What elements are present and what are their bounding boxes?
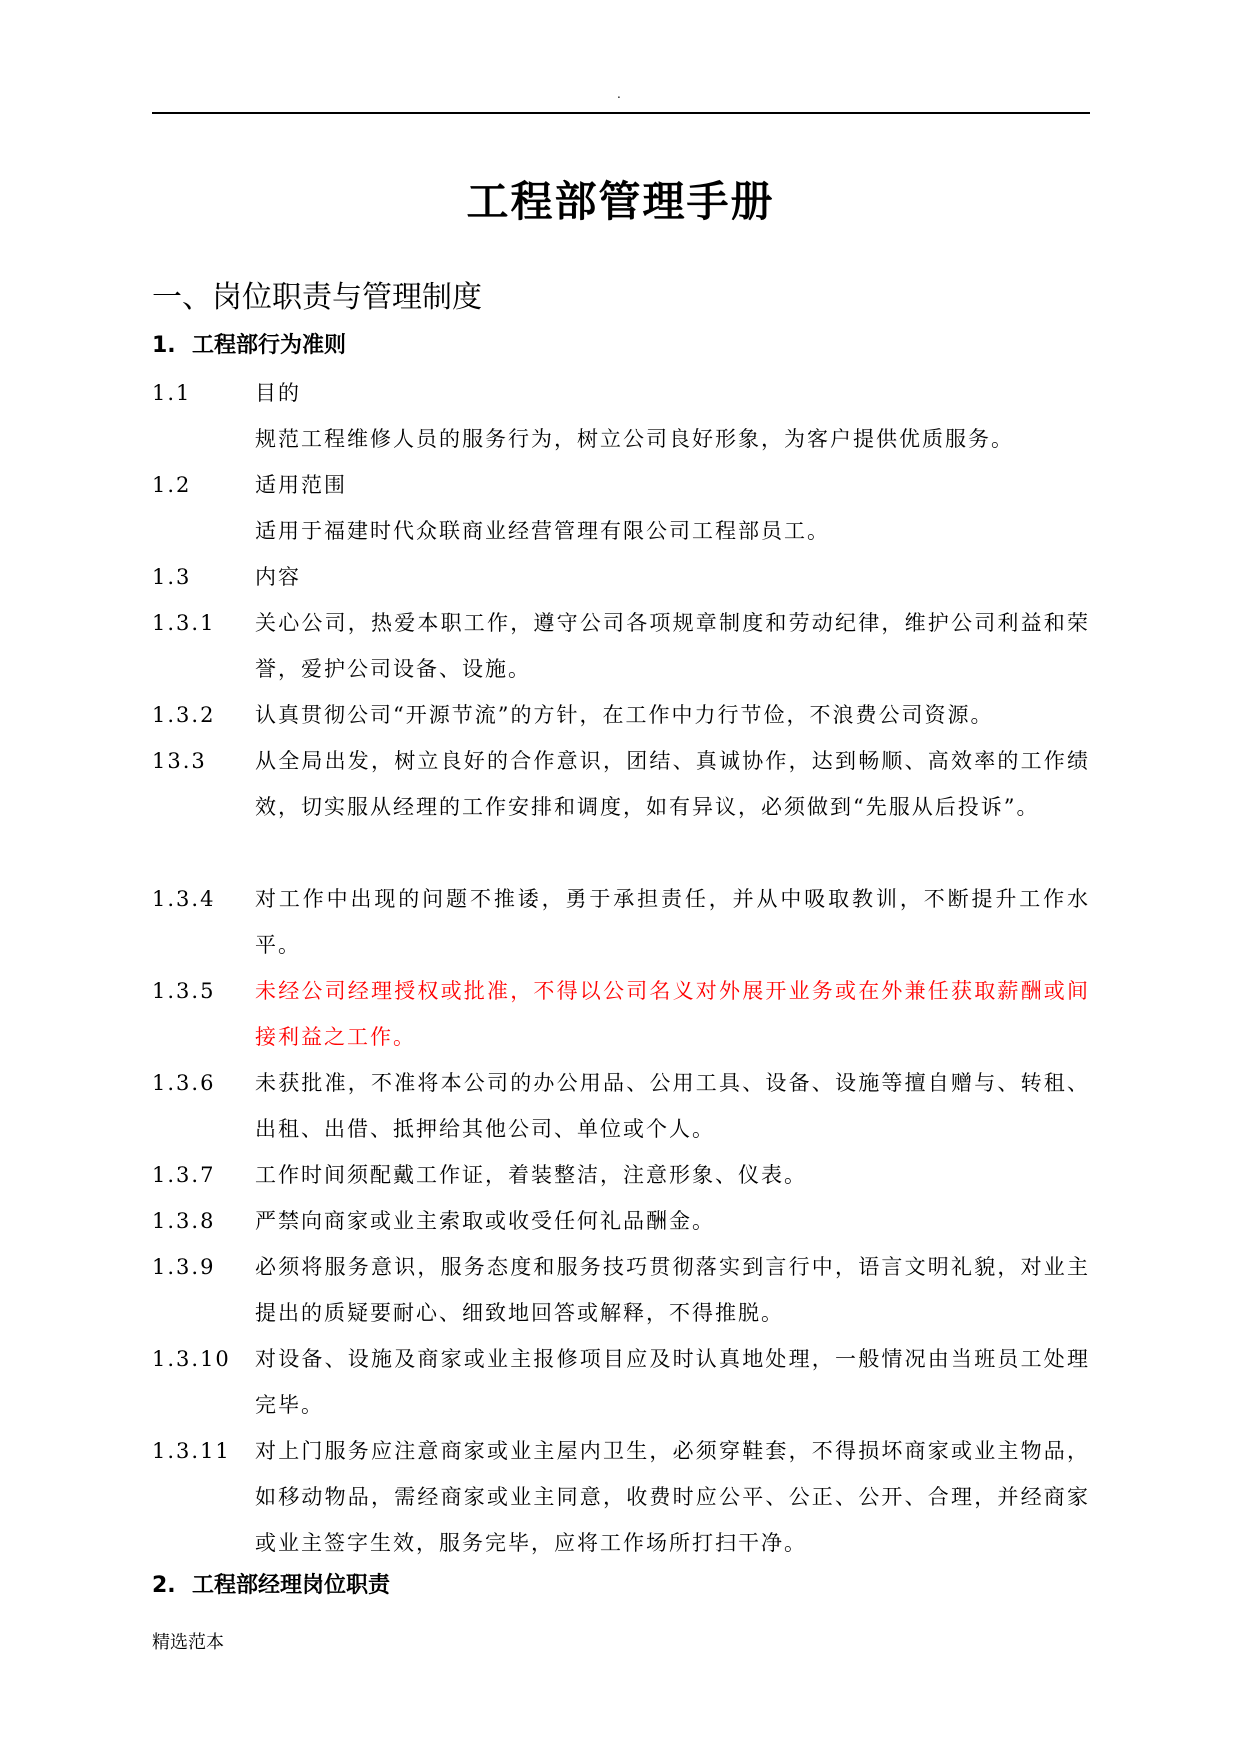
header-rule	[152, 112, 1090, 114]
clause-text: 目的	[255, 381, 301, 405]
clause-text: 适用范围	[255, 473, 347, 497]
clause-number: 1.3.5	[152, 979, 216, 1003]
document-title: 工程部管理手册	[466, 177, 775, 226]
section-heading: 一、岗位职责与管理制度	[152, 280, 482, 315]
subsection-title: 工程部行为准则	[192, 333, 347, 358]
clause-text-highlighted: 未经公司经理授权或批准，不得以公司名义对外展开业务或在外兼任获取薪酬或间接利益之工作。	[255, 979, 1090, 1049]
clause-number: 1.3	[152, 565, 192, 589]
clause-number: 1.2	[152, 473, 192, 497]
clause-number: 1.3.1	[152, 611, 216, 635]
subsection-heading-conduct	[152, 330, 346, 362]
clause-text: 从全局出发，树立良好的合作意识，团结、真诚协作，达到畅顺、高效率的工作绩效，切实服从经理的工作安排和调度，如有异议，必须做到“先服从后投诉”。	[255, 749, 1090, 819]
clause-text: 内容	[255, 565, 301, 589]
header-mark: .	[617, 87, 621, 101]
clause-text: 关心公司，热爱本职工作，遵守公司各项规章制度和劳动纪律，维护公司利益和荣誉，爱护公司设备、设施。	[255, 611, 1090, 681]
clause-text: 对上门服务应注意商家或业主屋内卫生，必须穿鞋套，不得损坏商家或业主物品，如移动物品，需经商家或业主同意，收费时应公平、公正、公开、合理，并经商家或业主签字生效，服务完毕，应将工作场所打扫干净。	[255, 1439, 1090, 1555]
subsection-title: 工程部经理岗位职责	[192, 1573, 391, 1598]
clause-number: 1.3.2	[152, 703, 216, 727]
subsection-number: 1.	[152, 333, 176, 358]
clause-number: 1.3.7	[152, 1163, 216, 1187]
clause-number: 1.3.8	[152, 1209, 216, 1233]
clause-text: 对工作中出现的问题不推诿，勇于承担责任，并从中吸取教训，不断提升工作水平。	[255, 887, 1090, 957]
subsection-number: 2.	[152, 1573, 176, 1598]
clause-number: 1.3.11	[152, 1439, 231, 1463]
clause-text: 未获批准，不准将本公司的办公用品、公用工具、设备、设施等擅自赠与、转租、出租、出借、抵押给其他公司、单位或个人。	[255, 1071, 1090, 1141]
clause-number: 1.3.4	[152, 887, 216, 911]
clause-text: 工作时间须配戴工作证，着装整洁，注意形象、仪表。	[255, 1163, 807, 1187]
clause-text: 适用于福建时代众联商业经营管理有限公司工程部员工。	[255, 519, 830, 543]
footer-text: 精选范本	[152, 1632, 224, 1653]
clause-text: 规范工程维修人员的服务行为，树立公司良好形象，为客户提供优质服务。	[255, 427, 1014, 451]
clause-number: 1.1	[152, 381, 192, 405]
clause-number: 1.3.6	[152, 1071, 216, 1095]
clause-number: 13.3	[152, 749, 207, 773]
subsection-heading-manager	[152, 1570, 390, 1602]
clause-number: 1.3.9	[152, 1255, 216, 1279]
clause-text: 对设备、设施及商家或业主报修项目应及时认真地处理，一般情况由当班员工处理完毕。	[255, 1347, 1090, 1417]
clause-text: 必须将服务意识，服务态度和服务技巧贯彻落实到言行中，语言文明礼貌，对业主提出的质疑要耐心、细致地回答或解释，不得推脱。	[255, 1255, 1090, 1325]
clause-text: 认真贯彻公司“开源节流”的方针，在工作中力行节俭，不浪费公司资源。	[255, 703, 994, 727]
clause-text: 严禁向商家或业主索取或收受任何礼品酬金。	[255, 1209, 715, 1233]
clause-number: 1.3.10	[152, 1347, 231, 1371]
